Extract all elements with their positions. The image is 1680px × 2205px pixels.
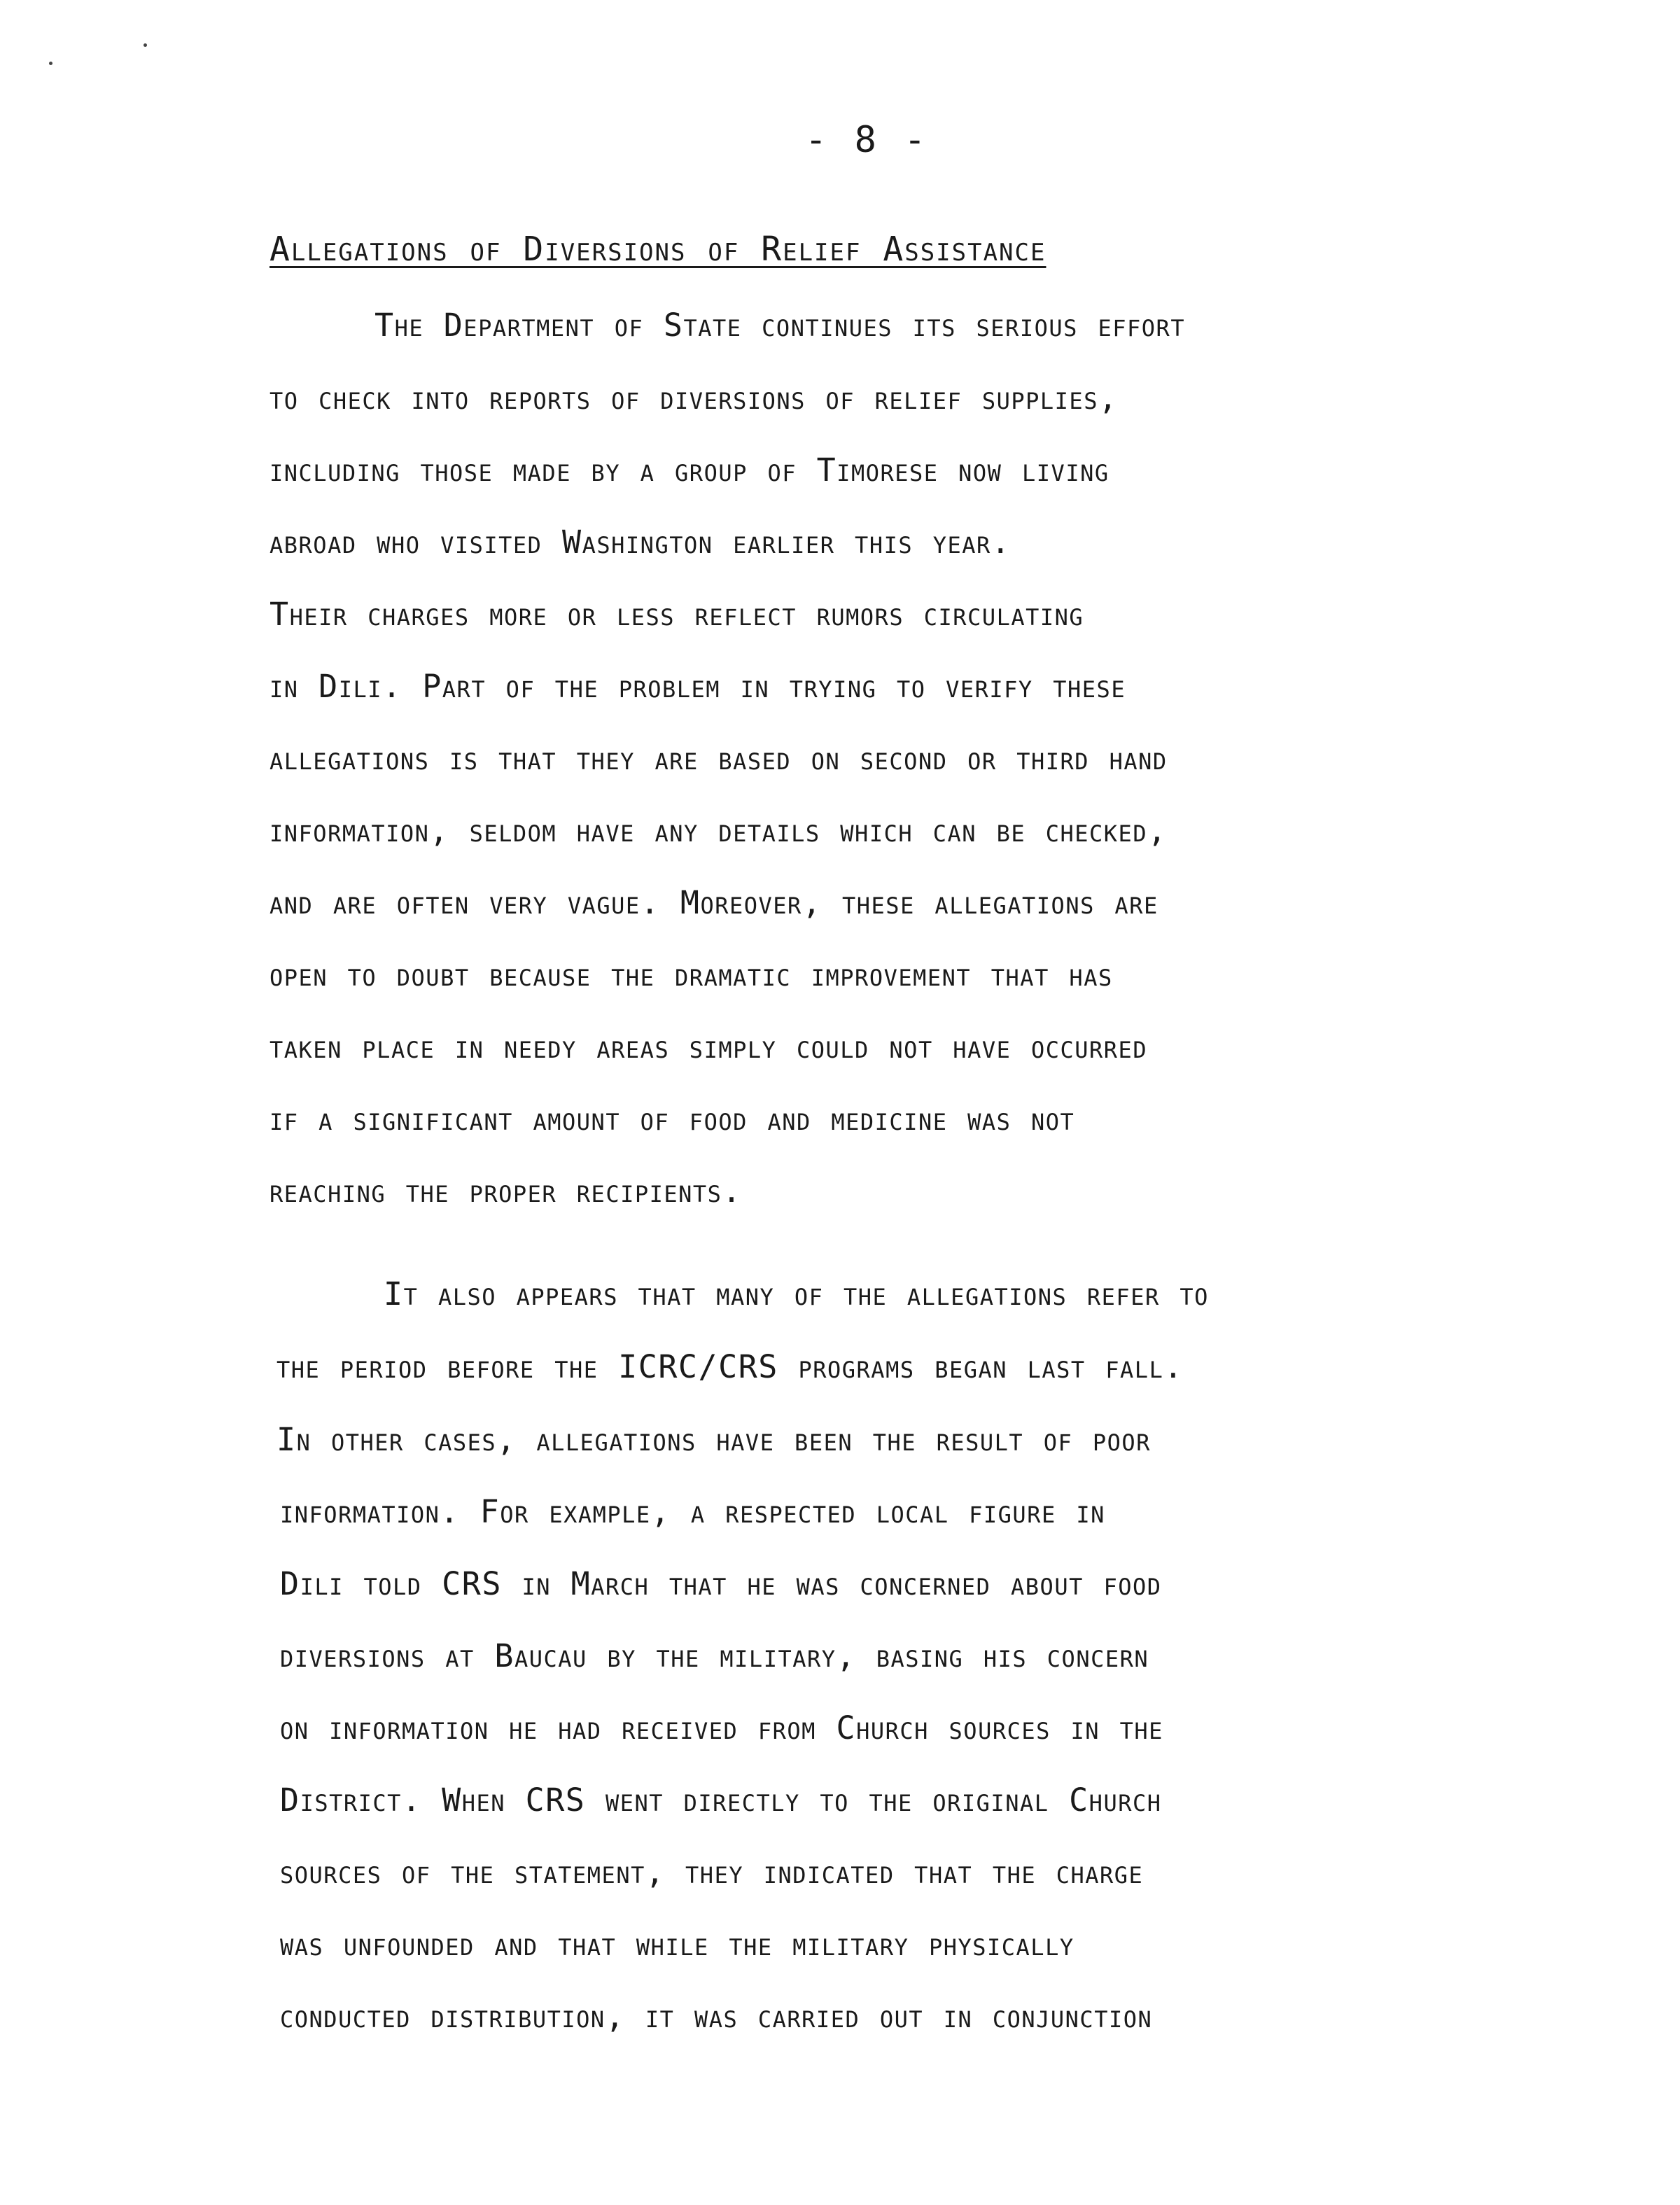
text-line: if a significant amount of food and medicine was not — [270, 1100, 1075, 1138]
text-line: reaching the proper recipients. — [270, 1172, 743, 1210]
text-line: District. When CRS went directly to the original Church — [280, 1782, 1162, 1819]
scan-speck — [144, 43, 147, 47]
text-line: to check into reports of diversions of relief supplies, — [270, 379, 1119, 416]
text-line: It also appears that many of the allegations refer to — [384, 1275, 1209, 1312]
text-line: The Department of State continues its serious effort — [374, 307, 1186, 344]
text-line: information. For example, a respected local figure in — [280, 1493, 1105, 1530]
section-heading: Allegations of Diversions of Relief Assistance — [270, 230, 1046, 269]
text-line: diversions at Baucau by the military, basing his concern — [280, 1637, 1149, 1674]
scan-speck — [49, 62, 52, 65]
text-line: including those made by a group of Timorese now living — [270, 451, 1110, 489]
text-line: information, seldom have any details which can be checked, — [270, 812, 1168, 849]
text-line: the period before the ICRC/CRS programs began last fall. — [276, 1348, 1184, 1385]
text-line: allegations is that they are based on second or third hand — [270, 740, 1168, 777]
text-line: on information he had received from Church sources in the — [280, 1709, 1163, 1746]
text-line: Dili told CRS in March that he was concerned about food — [280, 1565, 1162, 1602]
text-line: conducted distribution, it was carried out in conjunction — [280, 1998, 1153, 2035]
text-line: sources of the statement, they indicated that the charge — [280, 1854, 1144, 1891]
text-line: taken place in needy areas simply could not have occurred — [270, 1028, 1148, 1065]
page-number: - 8 - — [805, 119, 929, 161]
text-line: In other cases, allegations have been the result of poor — [276, 1421, 1151, 1458]
text-line: abroad who visited Washington earlier this year. — [270, 524, 1011, 561]
text-line: was unfounded and that while the military physically — [280, 1926, 1074, 1963]
text-line: open to doubt because the dramatic improvement that has — [270, 956, 1113, 993]
text-line: in Dili. Part of the problem in trying to verify these — [270, 668, 1126, 705]
text-line: Their charges more or less reflect rumors circulating — [270, 596, 1084, 633]
text-line: and are often very vague. Moreover, these allegations are — [270, 884, 1158, 921]
